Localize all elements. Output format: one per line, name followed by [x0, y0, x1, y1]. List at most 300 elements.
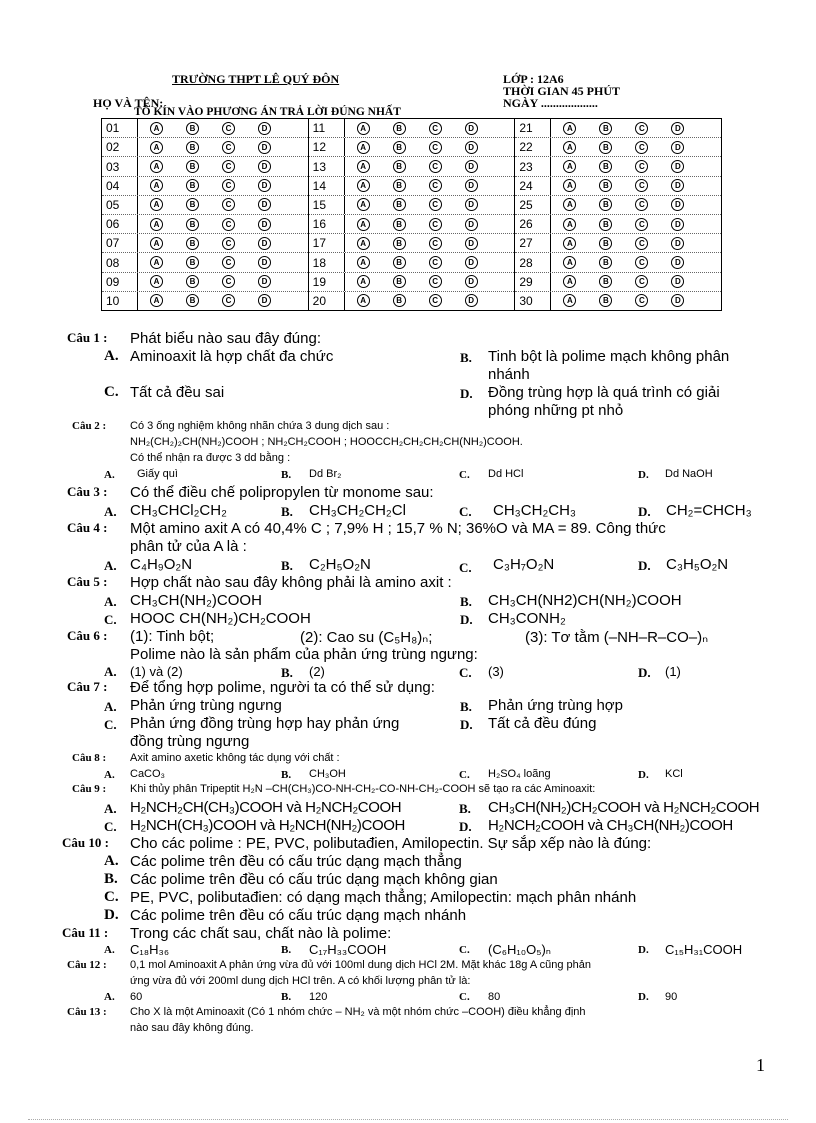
answer-options	[551, 198, 684, 211]
option-text: CH₃CH₂CH₃	[493, 502, 577, 519]
answer-bubble-c[interactable]: C	[222, 256, 235, 269]
answer-options	[345, 160, 478, 173]
answer-row	[515, 138, 721, 157]
answer-bubble-d[interactable]: D	[258, 122, 271, 135]
answer-bubble-a[interactable]: A	[150, 198, 163, 211]
answer-bubble-a[interactable]: A	[150, 256, 163, 269]
option-letter: A.	[104, 469, 115, 481]
answer-bubble-d[interactable]: D	[465, 141, 478, 154]
answer-bubble-a[interactable]: A	[357, 218, 370, 231]
answer-bubble-a[interactable]: A	[563, 218, 576, 231]
option-text: Tinh bột là polime mạch không phân	[488, 348, 730, 365]
question-stem: phân tử của A là :	[130, 538, 247, 555]
question-number: 14	[309, 177, 345, 195]
answer-bubble-b[interactable]: B	[186, 122, 199, 135]
answer-row	[309, 157, 515, 176]
answer-bubble-a[interactable]: A	[563, 122, 576, 135]
answer-bubble-a[interactable]: A	[150, 275, 163, 288]
option-text: Dd HCl	[488, 468, 524, 480]
answer-bubble-c[interactable]: C	[635, 256, 648, 269]
question-number: 17	[309, 234, 345, 252]
answer-bubble-d[interactable]: D	[465, 256, 478, 269]
option-text: Phản ứng đồng trùng hợp hay phản ứng	[130, 715, 400, 732]
answer-bubble-b[interactable]: B	[599, 256, 612, 269]
answer-options	[551, 275, 684, 288]
answer-options	[345, 256, 478, 269]
answer-bubble-b[interactable]: B	[599, 218, 612, 231]
answer-bubble-b[interactable]: B	[393, 256, 406, 269]
question-label: Câu 9 :	[72, 783, 107, 795]
answer-bubble-a[interactable]: A	[357, 294, 370, 307]
answer-bubble-b[interactable]: B	[393, 218, 406, 231]
answer-row	[102, 234, 308, 253]
question-item: (1): Tinh bột;	[130, 628, 215, 645]
answer-bubble-c[interactable]: C	[429, 179, 442, 192]
answer-bubble-b[interactable]: B	[186, 141, 199, 154]
answer-bubble-b[interactable]: B	[393, 294, 406, 307]
option-text: CH₃OH	[309, 768, 346, 780]
answer-bubble-d[interactable]: D	[671, 198, 684, 211]
answer-bubble-c[interactable]: C	[222, 122, 235, 135]
question-number: 06	[102, 215, 138, 233]
answer-grid-column	[514, 119, 721, 310]
answer-options	[345, 198, 478, 211]
answer-bubble-b[interactable]: B	[599, 160, 612, 173]
answer-row	[309, 138, 515, 157]
option-text: CH₃CH₂CH₂Cl	[309, 502, 406, 519]
answer-bubble-c[interactable]: C	[222, 141, 235, 154]
option-letter: A.	[104, 664, 117, 679]
option-text: 120	[309, 991, 328, 1003]
answer-grid-column	[102, 119, 308, 310]
question-stem: Một amino axit A có 40,4% C ; 7,9% H ; 15,7 % N; 36%O và MA = 89. Công thức	[130, 520, 666, 537]
answer-row	[515, 253, 721, 272]
question-stem: Có 3 ống nghiệm không nhãn chứa 3 dung dịch sau :	[130, 420, 390, 432]
answer-row	[102, 273, 308, 292]
answer-row	[309, 253, 515, 272]
answer-row	[515, 292, 721, 310]
answer-bubble-c[interactable]: C	[429, 237, 442, 250]
option-letter: D.	[638, 665, 651, 680]
option-letter: D.	[638, 991, 649, 1003]
question-label: Câu 1 :	[67, 330, 108, 345]
answer-bubble-c[interactable]: C	[429, 141, 442, 154]
question-number: 04	[102, 177, 138, 195]
question-number: 20	[309, 292, 345, 310]
option-letter: C.	[459, 665, 472, 680]
answer-bubble-c[interactable]: C	[222, 160, 235, 173]
answer-bubble-c[interactable]: C	[635, 141, 648, 154]
question-number: 01	[102, 119, 138, 137]
question-stem: Cho các polime : PE, PVC, polibutađien, Amilopectin. Sự sắp xếp nào là đúng:	[130, 835, 652, 852]
question-number: 28	[515, 253, 551, 271]
question-label: Câu 3 :	[67, 484, 108, 499]
answer-row	[515, 157, 721, 176]
question-number: 02	[102, 138, 138, 156]
answer-bubble-c[interactable]: C	[635, 179, 648, 192]
answer-bubble-c[interactable]: C	[222, 237, 235, 250]
answer-row	[102, 215, 308, 234]
option-letter: B.	[281, 665, 293, 680]
option-letter: D.	[459, 819, 472, 834]
answer-row	[102, 119, 308, 138]
answer-bubble-d[interactable]: D	[465, 198, 478, 211]
option-text: CH₃CH(NH₂)COOH	[130, 592, 262, 609]
answer-bubble-b[interactable]: B	[393, 237, 406, 250]
question-stem: Để tổng hợp polime, người ta có thể sử dụng:	[130, 679, 435, 696]
answer-bubble-c[interactable]: C	[222, 218, 235, 231]
question-label: Câu 12 :	[67, 959, 107, 971]
option-letter: A.	[104, 594, 117, 609]
option-text: CH₂=CHCH₃	[666, 502, 752, 519]
option-text: (3)	[488, 664, 504, 679]
answer-bubble-d[interactable]: D	[671, 122, 684, 135]
answer-bubble-a[interactable]: A	[357, 160, 370, 173]
question-number: 16	[309, 215, 345, 233]
option-letter: C.	[459, 944, 470, 956]
answer-bubble-b[interactable]: B	[599, 198, 612, 211]
option-text: Phản ứng trùng ngưng	[130, 697, 282, 714]
option-letter: C.	[459, 991, 470, 1003]
answer-bubble-b[interactable]: B	[393, 160, 406, 173]
option-text: HOOC CH(NH₂)CH₂COOH	[130, 610, 311, 627]
time-label: THỜI GIAN 45 PHÚT	[503, 84, 621, 98]
answer-bubble-b[interactable]: B	[186, 294, 199, 307]
option-text: Các polime trên đều có cấu trúc dạng mạch nhánh	[130, 907, 467, 924]
answer-bubble-a[interactable]: A	[357, 179, 370, 192]
answer-bubble-a[interactable]: A	[357, 122, 370, 135]
answer-bubble-d[interactable]: D	[671, 294, 684, 307]
question-stem: NH₂(CH₂)₂CH(NH₂)COOH ; NH₂CH₂COOH ; HOOCCH₂CH₂CH₂CH(NH₂)COOH.	[130, 436, 523, 448]
option-letter: C.	[104, 819, 117, 834]
answer-bubble-c[interactable]: C	[635, 198, 648, 211]
answer-options	[551, 160, 684, 173]
option-letter: A.	[104, 699, 117, 714]
answer-bubble-a[interactable]: A	[563, 275, 576, 288]
question-stem: Khi thủy phân Tripeptit H₂N –CH(CH₃)CO-NH-CH₂-CO-NH-CH₂-COOH sẽ tạo ra các Aminoaxit:	[130, 783, 596, 795]
answer-bubble-b[interactable]: B	[393, 141, 406, 154]
answer-bubble-c[interactable]: C	[222, 198, 235, 211]
option-letter: A.	[104, 853, 119, 869]
answer-bubble-d[interactable]: D	[258, 198, 271, 211]
answer-options	[138, 275, 271, 288]
answer-bubble-d[interactable]: D	[671, 275, 684, 288]
option-text: Tất cả đều đúng	[488, 715, 597, 732]
question-stem: nào sau đây không đúng.	[130, 1022, 254, 1034]
option-letter: B.	[281, 944, 292, 956]
option-text: (C₆H₁₀O₅)ₙ	[488, 942, 551, 957]
option-text: C₃H₅O₂N	[666, 556, 729, 573]
answer-bubble-a[interactable]: A	[150, 179, 163, 192]
school-name: TRƯỜNG THPT LÊ QUÝ ĐÔN	[172, 72, 340, 86]
answer-bubble-d[interactable]: D	[465, 160, 478, 173]
answer-bubble-a[interactable]: A	[563, 141, 576, 154]
answer-bubble-c[interactable]: C	[635, 237, 648, 250]
answer-bubble-a[interactable]: A	[563, 198, 576, 211]
option-letter: C.	[104, 889, 119, 905]
answer-bubble-d[interactable]: D	[258, 237, 271, 250]
answer-options	[551, 256, 684, 269]
answer-row	[309, 119, 515, 138]
answer-bubble-b[interactable]: B	[599, 275, 612, 288]
answer-bubble-b[interactable]: B	[186, 275, 199, 288]
question-number: 03	[102, 157, 138, 175]
answer-bubble-d[interactable]: D	[671, 160, 684, 173]
answer-bubble-c[interactable]: C	[222, 275, 235, 288]
question-label: Câu 7 :	[67, 679, 108, 694]
answer-bubble-c[interactable]: C	[222, 294, 235, 307]
answer-bubble-b[interactable]: B	[599, 141, 612, 154]
answer-row	[515, 177, 721, 196]
answer-bubble-a[interactable]: A	[563, 256, 576, 269]
answer-bubble-d[interactable]: D	[465, 179, 478, 192]
question-label: Câu 8 :	[72, 752, 107, 764]
answer-bubble-c[interactable]: C	[635, 294, 648, 307]
footer-divider	[28, 1119, 788, 1120]
option-text: Phản ứng trùng hợp	[488, 697, 623, 714]
answer-bubble-a[interactable]: A	[357, 198, 370, 211]
answer-bubble-a[interactable]: A	[150, 141, 163, 154]
option-text: CH₃CH(NH2)CH(NH₂)COOH	[488, 592, 682, 609]
answer-bubble-d[interactable]: D	[258, 141, 271, 154]
answer-bubble-d[interactable]: D	[258, 179, 271, 192]
option-letter: C.	[459, 469, 470, 481]
option-letter: D.	[638, 504, 651, 519]
question-label: Câu 10 :	[62, 835, 109, 850]
option-letter: D.	[638, 469, 649, 481]
answer-bubble-d[interactable]: D	[671, 218, 684, 231]
answer-bubble-d[interactable]: D	[671, 141, 684, 154]
answer-options	[551, 237, 684, 250]
answer-row	[102, 253, 308, 272]
answer-row	[102, 196, 308, 215]
answer-bubble-a[interactable]: A	[150, 237, 163, 250]
option-text: C₄H₉O₂N	[130, 556, 193, 573]
question-stem: Cho X là một Aminoaxit (Có 1 nhóm chức – NH₂ và một nhóm chức –COOH) điều khẳng định	[130, 1006, 586, 1018]
answer-bubble-c[interactable]: C	[429, 275, 442, 288]
answer-bubble-d[interactable]: D	[258, 160, 271, 173]
answer-grid	[101, 118, 722, 311]
option-letter: D.	[638, 769, 649, 781]
answer-options	[138, 179, 271, 192]
answer-options	[138, 294, 271, 307]
answer-bubble-b[interactable]: B	[393, 122, 406, 135]
answer-bubble-b[interactable]: B	[186, 218, 199, 231]
answer-bubble-c[interactable]: C	[429, 256, 442, 269]
answer-bubble-c[interactable]: C	[635, 122, 648, 135]
answer-bubble-a[interactable]: A	[150, 294, 163, 307]
answer-bubble-a[interactable]: A	[563, 237, 576, 250]
question-number: 13	[309, 157, 345, 175]
question-number: 23	[515, 157, 551, 175]
answer-options	[138, 198, 271, 211]
answer-bubble-a[interactable]: A	[357, 141, 370, 154]
answer-options	[345, 294, 478, 307]
option-text: H₂NCH₂CH(CH₃)COOH và H₂NCH₂COOH	[130, 799, 402, 816]
answer-bubble-a[interactable]: A	[563, 294, 576, 307]
answer-bubble-a[interactable]: A	[150, 160, 163, 173]
question-label: Câu 6 :	[67, 628, 108, 643]
option-text: nhánh	[488, 366, 530, 383]
option-letter: D.	[460, 612, 473, 627]
question-number: 29	[515, 273, 551, 291]
answer-bubble-b[interactable]: B	[186, 256, 199, 269]
option-letter: B.	[459, 801, 471, 816]
option-text: H₂SO₄ loãng	[488, 768, 551, 780]
answer-bubble-b[interactable]: B	[599, 122, 612, 135]
answer-bubble-c[interactable]: C	[429, 294, 442, 307]
answer-bubble-d[interactable]: D	[258, 275, 271, 288]
answer-bubble-b[interactable]: B	[599, 179, 612, 192]
answer-bubble-b[interactable]: B	[599, 294, 612, 307]
answer-row	[515, 215, 721, 234]
answer-options	[138, 218, 271, 231]
question-stem: Hợp chất nào sau đây không phải là amino axit :	[130, 574, 452, 591]
answer-bubble-b[interactable]: B	[393, 179, 406, 192]
page-number: 1	[756, 1055, 765, 1075]
answer-bubble-b[interactable]: B	[393, 198, 406, 211]
answer-options	[551, 141, 684, 154]
option-letter: A.	[104, 801, 117, 816]
option-letter: A.	[104, 504, 117, 519]
option-text: H₂NCH₂COOH và CH₃CH(NH₂)COOH	[488, 817, 733, 834]
answer-row	[309, 196, 515, 215]
answer-options	[551, 122, 684, 135]
answer-bubble-d[interactable]: D	[671, 256, 684, 269]
answer-options	[138, 160, 271, 173]
answer-bubble-c[interactable]: C	[429, 218, 442, 231]
option-letter: C.	[104, 612, 117, 627]
option-letter: D.	[638, 944, 649, 956]
option-letter: C.	[459, 560, 472, 575]
answer-options	[138, 122, 271, 135]
question-item: (2): Cao su (C₅H₈)ₙ;	[300, 629, 433, 646]
answer-bubble-b[interactable]: B	[186, 198, 199, 211]
answer-bubble-d[interactable]: D	[465, 294, 478, 307]
option-text: 90	[665, 991, 678, 1003]
answer-bubble-c[interactable]: C	[635, 275, 648, 288]
answer-bubble-a[interactable]: A	[150, 122, 163, 135]
answer-bubble-a[interactable]: A	[357, 275, 370, 288]
option-letter: B.	[460, 594, 472, 609]
question-number: 25	[515, 196, 551, 214]
answer-bubble-d[interactable]: D	[671, 237, 684, 250]
option-text: Đồng trùng hợp là quá trình có giải	[488, 384, 720, 401]
question-number: 19	[309, 273, 345, 291]
question-number: 21	[515, 119, 551, 137]
answer-bubble-d[interactable]: D	[465, 275, 478, 288]
answer-options	[138, 237, 271, 250]
answer-bubble-a[interactable]: A	[563, 179, 576, 192]
option-text: 60	[130, 991, 143, 1003]
answer-row	[515, 234, 721, 253]
answer-bubble-b[interactable]: B	[393, 275, 406, 288]
question-number: 27	[515, 234, 551, 252]
option-letter: A.	[104, 769, 115, 781]
answer-bubble-d[interactable]: D	[465, 122, 478, 135]
answer-row	[309, 215, 515, 234]
option-text: Các polime trên đều có cấu trúc dạng mạch không gian	[130, 871, 498, 888]
option-letter: B.	[281, 504, 293, 519]
answer-bubble-d[interactable]: D	[258, 218, 271, 231]
answer-bubble-c[interactable]: C	[635, 160, 648, 173]
answer-bubble-b[interactable]: B	[186, 179, 199, 192]
answer-bubble-b[interactable]: B	[599, 237, 612, 250]
option-text: C₁₅H₃₁COOH	[665, 942, 743, 957]
question-stem: Phát biểu nào sau đây đúng:	[130, 330, 321, 347]
answer-bubble-a[interactable]: A	[357, 256, 370, 269]
option-text: C₁₈H₃₆	[130, 942, 170, 957]
question-label: Câu 5 :	[67, 574, 108, 589]
answer-row	[515, 273, 721, 292]
answer-row	[515, 119, 721, 138]
question-number: 22	[515, 138, 551, 156]
answer-bubble-a[interactable]: A	[357, 237, 370, 250]
option-text: (1)	[665, 664, 681, 679]
answer-bubble-a[interactable]: A	[563, 160, 576, 173]
question-stem: Có thể nhận ra được 3 dd bằng :	[130, 452, 291, 464]
answer-options	[345, 179, 478, 192]
answer-row	[309, 273, 515, 292]
answer-options	[345, 237, 478, 250]
answer-bubble-c[interactable]: C	[429, 198, 442, 211]
question-stem: Polime nào là sản phẩm của phản ứng trùng ngưng:	[130, 646, 478, 663]
answer-row	[102, 157, 308, 176]
answer-bubble-c[interactable]: C	[429, 122, 442, 135]
question-number: 07	[102, 234, 138, 252]
question-number: 09	[102, 273, 138, 291]
option-text: (1) và (2)	[130, 664, 183, 679]
question-stem: Trong các chất sau, chất nào là polime:	[130, 925, 392, 942]
option-letter: B.	[281, 469, 292, 481]
answer-options	[551, 294, 684, 307]
answer-options	[345, 141, 478, 154]
answer-bubble-d[interactable]: D	[671, 179, 684, 192]
answer-bubble-c[interactable]: C	[635, 218, 648, 231]
option-letter: B.	[460, 350, 472, 365]
answer-bubble-d[interactable]: D	[465, 237, 478, 250]
answer-options	[345, 218, 478, 231]
question-number: 18	[309, 253, 345, 271]
answer-bubble-c[interactable]: C	[222, 179, 235, 192]
option-text: Các polime trên đều có cấu trúc dạng mạch thẳng	[130, 853, 462, 870]
answer-row	[102, 177, 308, 196]
question-label: Câu 4 :	[67, 520, 108, 535]
option-letter: C.	[104, 717, 117, 732]
answer-bubble-b[interactable]: B	[186, 160, 199, 173]
answer-row	[515, 196, 721, 215]
option-letter: A.	[104, 991, 115, 1003]
answer-bubble-d[interactable]: D	[258, 294, 271, 307]
option-letter: C.	[459, 504, 472, 519]
question-number: 08	[102, 253, 138, 271]
question-stem: ứng vừa đủ với 200ml dung dịch HCl trên. A có khối lượng phân tử là:	[130, 975, 471, 987]
answer-bubble-b[interactable]: B	[186, 237, 199, 250]
answer-bubble-c[interactable]: C	[429, 160, 442, 173]
answer-row	[309, 234, 515, 253]
answer-bubble-d[interactable]: D	[465, 218, 478, 231]
option-text: Aminoaxit là hợp chất đa chức	[130, 348, 334, 365]
question-number: 15	[309, 196, 345, 214]
answer-bubble-d[interactable]: D	[258, 256, 271, 269]
answer-bubble-a[interactable]: A	[150, 218, 163, 231]
option-text: C₂H₅O₂N	[309, 556, 371, 573]
option-letter: B.	[281, 991, 292, 1003]
option-text: CH₃CH(NH₂)CH₂COOH và H₂NCH₂COOH	[488, 799, 760, 816]
date-label: NGÀY ...................	[503, 96, 598, 110]
student-name-label: HỌ VÀ TÊN:	[93, 96, 164, 110]
question-stem: Có thể điều chế polipropylen từ monome sau:	[130, 484, 434, 501]
